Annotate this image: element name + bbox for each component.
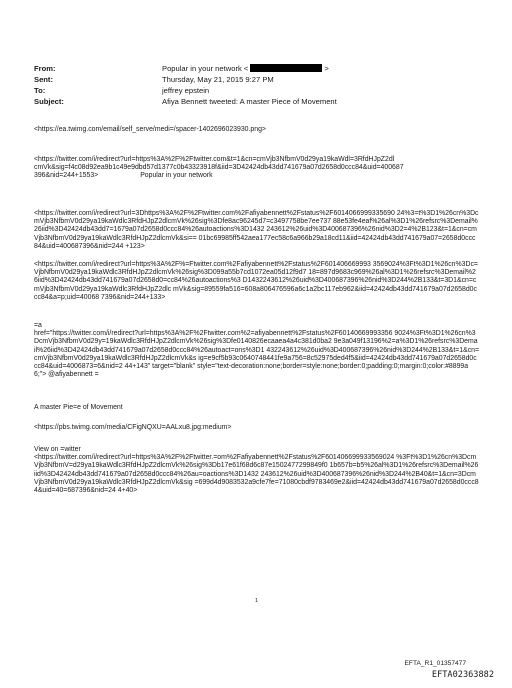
redirect-link-block-3	[34, 261, 479, 302]
from-label: From:	[34, 64, 56, 73]
redaction-box	[250, 64, 322, 72]
bates-number-large: EFTA02363882	[431, 670, 494, 680]
redirect-link-1-line-2[interactable]: cmVk&sig=f4c08d92ea9b1c49e9dbd57d1377c0b43323918f&iid=3D42424db43dd741679a07d2658d0ccc84&uid=400687	[34, 164, 404, 172]
email-header	[34, 64, 494, 114]
view-on-twitter-block	[34, 446, 479, 495]
to-label: To:	[34, 86, 46, 95]
tweet-text-block	[34, 404, 479, 412]
media-link-block	[34, 424, 479, 432]
popular-in-network-text: Popular in your network	[140, 172, 213, 180]
from-value	[162, 64, 502, 73]
redirect-link-block-1	[34, 156, 479, 181]
page-number: 1	[255, 598, 259, 604]
redirect-link-2[interactable]: <https://twitter.com/i/redirect?url=3Dhttps%3A%2F%2Ftwitter.com%2Fafiyabennett%2Fstatus%2F6014066999335690 24%3=t%3D1%26cn%3DcmVjb3NfbmV0d29ya19kaWdlc3RfdHJpZ2dlcmVk%26sig%3Dfe8ac96245d7=c3497758be7ee737 88e53fe4eaf%26al%3D1%26refsrc%3Demail%26iid%3D42424db43dd7=1679a07d2658d0ccc84%26autoactions%3D1432 243612%26uid%3D400687396%26nid%3D2=4%2B123&t=1&cn=cmVjb3NfbmV0d29ya19kaWdlc3RfdHJpZ2dlcmVk&si== 01bc69985ff542aea177ec58c6a966b29a18cd11&iid=42424db43dd741679a07=2658d0ccc84&uid=400687396&nid=244 +123>	[34, 210, 479, 250]
anchor-href-text[interactable]: href="https://twitter.com/i/redirect?url=https%3A%2F%2Ftwitter.com%2=afiyabennett%2Fstatus%2F60140669993356 9024%3Ft%3D1%26cn%3DcmVjb3NfbmV0d29y=19kaWdlc3RfdHJpZ2dlcmVk%26sig%3Dfe0140826ecaaea4a4c381d0ba2 9e3a049f13196%2=a%3D1%26refsrc%3Demail%26iid%3D42424db43dd741679a07d2658d0ccc84%26autoact=ons%3D1 432243612%26uid%3D400687396%26nid%3D244%2B133&t=1&cn=cmVjb3NfbmV0d29ya19kaWdlc3RfdHJpZ2dlcmVk&s ig=e9cf5b93c0640748441fe9a756=8c52975ded4f5&iid=42424db43dd741679a07d2658d0ccc84&uid=4006873=6&nid=2 44+143" target="blank" style="text-decoration:none;border=style:none;border:0;padding:0;margin:0;color:#8899a6;"> @afiyabennett =	[34, 330, 480, 379]
redirect-link-block-2	[34, 210, 479, 251]
from-tail: >	[324, 64, 329, 73]
redirect-link-1-line-1[interactable]: <https://twitter.com/i/redirect?url=https%3A%2F%2Ftwitter.com&t=1&cn=cmVjb3NfbmV0d29ya19kaWdl=3RfdHJpZ2dl	[34, 156, 395, 163]
redirect-link-1-line-3	[34, 172, 479, 180]
subject-value: Afiya Bennett tweeted: A master Piece of Movement	[162, 97, 337, 106]
from-display-name: Popular in your network <	[162, 64, 249, 73]
redirect-link-3[interactable]: <https://twitter.com/i/redirect?url=https%3A%2F%=Ftwitter.com%2Fafiyabennett%2Fstatus%2F601406669993 3569024%3Ft%3D1%26cn%3Dc=VjbNfbmV0d29ya19kaWdlc3RfdHJpZ2dlcmVk%26sig%3D099a55b7cd1072ea05d12f9d7 18=897d9683c969%26al%3D1%26refsrc%3Demail%26iid%3D42424db43dd741679a07d2658d0=cc84%26autoactions%3 D1432243612%26uid%3D400687396%26nid%3D244%2B133&t=3D1&cn=cmVjb3NfbmV0d29ya19kaWdlc3RfdHJpZ2dlc mVk&sig=89559fa516=608a806476596a6c1a2bc117eb962&iid=42424db43dd741679a07d2658d0ccc84&a=p;uid=40068 7396&nid=244+133>	[34, 261, 478, 301]
subject-row	[34, 97, 494, 107]
from-row	[34, 64, 494, 74]
sent-value: Thursday, May 21, 2015 9:27 PM	[162, 75, 274, 84]
tweet-text: A master Pie=e of Movement	[34, 404, 123, 411]
html-anchor-block	[34, 322, 479, 379]
subject-label: Subject:	[34, 97, 64, 106]
redirect-link-1-tail[interactable]: 396&nid=244+1553>	[34, 172, 99, 180]
anchor-open-fragment: =a	[34, 322, 42, 329]
bates-number-small: EFTA_R1_01357477	[404, 660, 466, 667]
view-on-twitter-link[interactable]: <https://twitter.com/i/redirect?url=https%3A%2F%2Ftwitter.=om%2Fafiyabennett%2Fstatus%2F601406699933569024 %3Ft%3D1%26cn%3DcmVjb3NfbmV=d29ya19kaWdlc3RfdHJpZ2dlcmVk%26sig%3Db17e61f68d6c87e1502477299849f0 1b657b=b5%26al%3D1%26refsrc%3Demail%26iid%3D42424db43dd741679a07d2658d0ccc84%26au=oactions%3D1432 243612%26uid%3D400687396%26nid%3D244%2B40&t=1&cn=3DcmVjb3NfbmV0d29ya19kaWdlc3RfdHJpZ2dlcmVk&sig =699d4d9083532a9cfe7fe=71080cbdf9783469e2&iid=42424db43dd741679a07d2658d0ccc84&uid=40=687396&nid=24 4+40>	[34, 454, 479, 495]
email-body	[34, 126, 479, 134]
sent-row	[34, 75, 494, 85]
spacer-image-link[interactable]: <https://ea.twimg.com/email/self_serve/medi=/spacer-1402696023930.png>	[34, 126, 266, 133]
media-image-link[interactable]: <https://pbs.twimg.com/media/CFigNQXU=AALxu8.jpg:medium>	[34, 424, 232, 431]
to-value: jeffrey epstein	[162, 86, 210, 95]
view-on-twitter-label: View on =witter	[34, 446, 81, 453]
to-row	[34, 86, 494, 96]
sent-label: Sent:	[34, 75, 53, 84]
